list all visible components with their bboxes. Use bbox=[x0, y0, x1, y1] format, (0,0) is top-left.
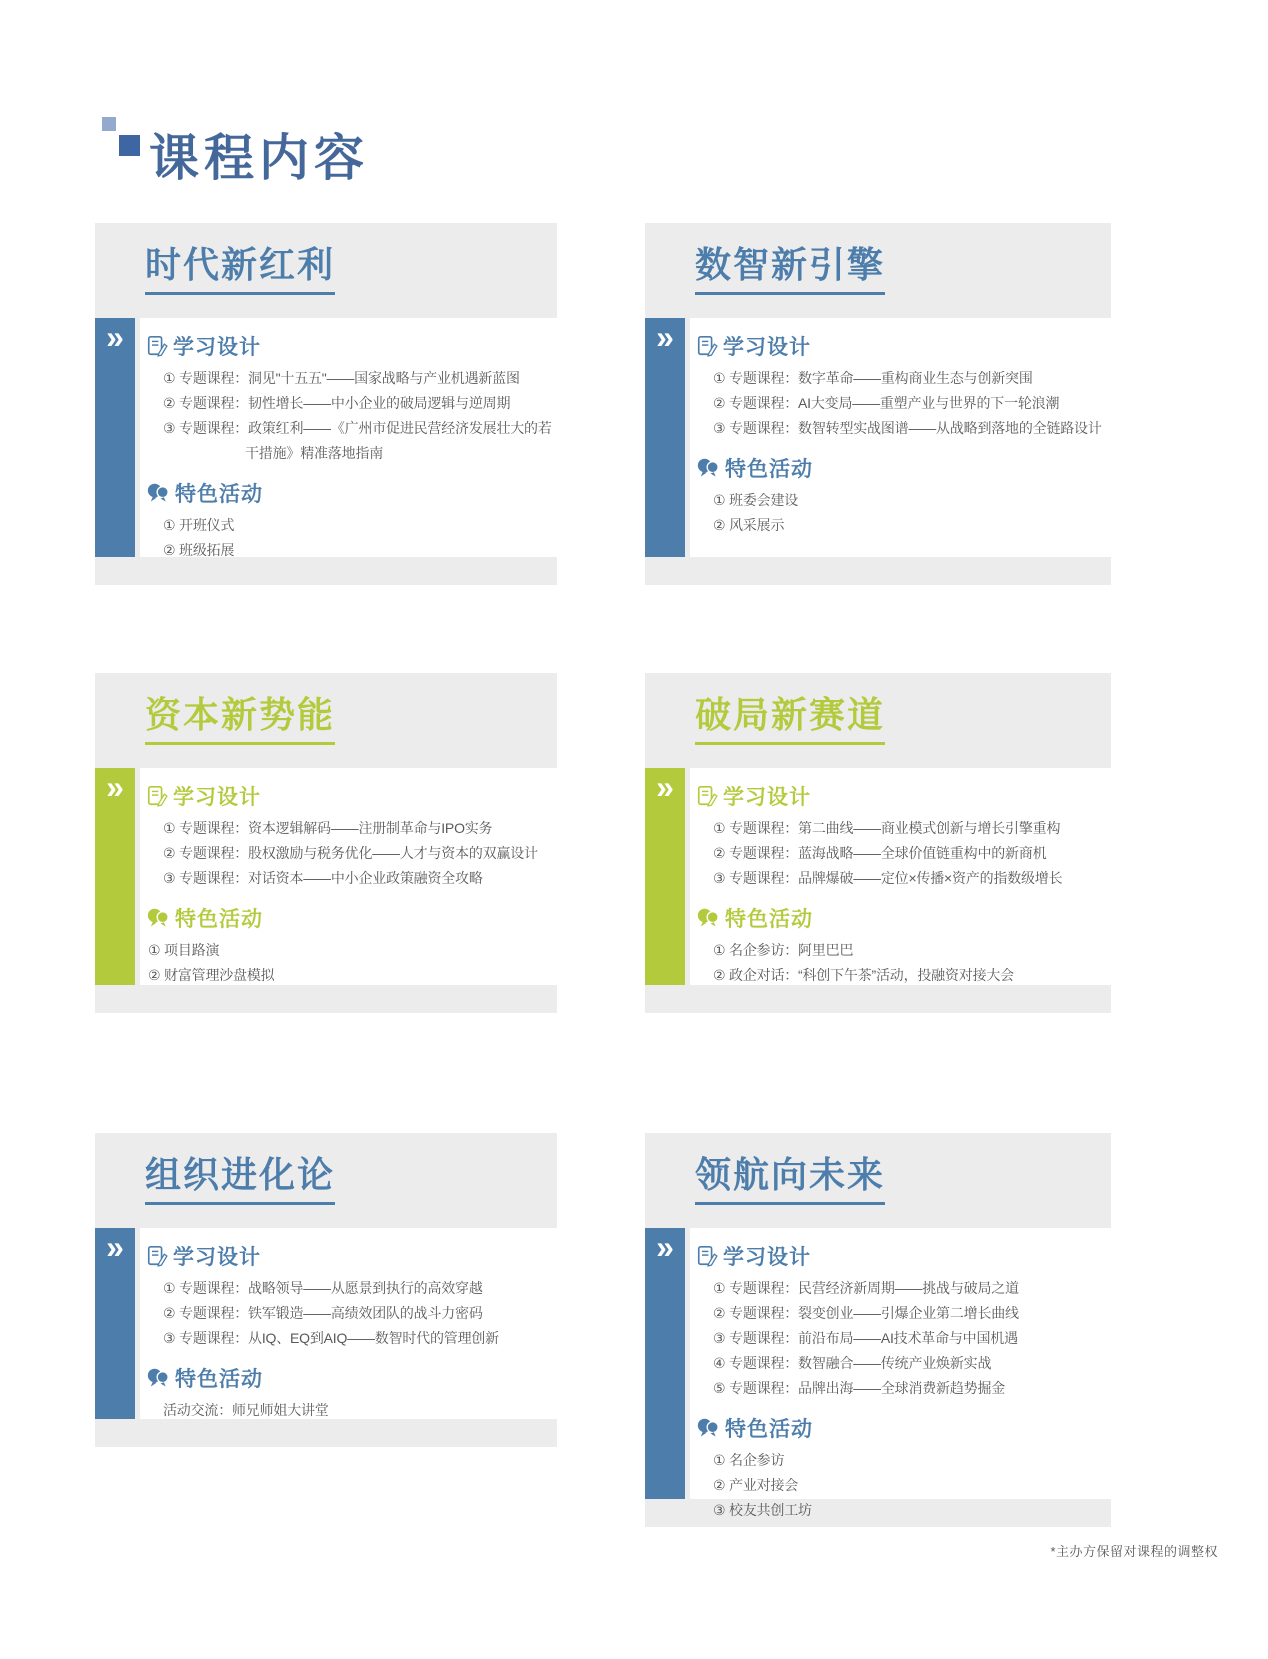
learning-item: ③ 专题课程：从IQ、EQ到AIQ——数智时代的管理创新 bbox=[163, 1330, 499, 1346]
featured-activities-label: 特色活动 bbox=[175, 908, 263, 931]
learning-items bbox=[146, 366, 553, 466]
featured-activities-header bbox=[696, 1413, 1107, 1443]
featured-activities-header bbox=[146, 1363, 553, 1393]
double-chevron-icon: » bbox=[106, 1229, 124, 1265]
card-body bbox=[95, 768, 557, 985]
learning-design-label: 学习设计 bbox=[173, 1246, 261, 1269]
learning-item: ③ 专题课程：数智转型实战图谱——从战略到落地的全链路设计 bbox=[713, 420, 1102, 436]
accent-bar bbox=[645, 318, 685, 557]
notebook-pencil-icon bbox=[696, 785, 718, 807]
learning-item: ② 专题课程：韧性增长——中小企业的破局逻辑与逆周期 bbox=[163, 395, 511, 411]
learning-design-header bbox=[696, 331, 1107, 361]
activity-item: ① 开班仪式 bbox=[163, 517, 235, 533]
activity-items bbox=[696, 1448, 1107, 1523]
activity-item: ① 名企参访 bbox=[713, 1452, 785, 1468]
learning-design-label: 学习设计 bbox=[173, 786, 261, 809]
balloons-icon bbox=[696, 907, 720, 929]
learning-design-header bbox=[696, 781, 1107, 811]
learning-item: ② 专题课程：蓝海战略——全球价值链重构中的新商机 bbox=[713, 845, 1047, 861]
learning-item: ⑤ 专题课程：品牌出海——全球消费新趋势掘金 bbox=[713, 1380, 1006, 1396]
featured-activities-header bbox=[696, 453, 1107, 483]
accent-bar bbox=[95, 1228, 135, 1419]
learning-item: ① 专题课程：第二曲线——商业模式创新与增长引擎重构 bbox=[713, 820, 1061, 836]
card-sail-future bbox=[645, 1133, 1111, 1527]
card-title: 资本新势能 bbox=[145, 694, 335, 745]
learning-design-label: 学习设计 bbox=[723, 786, 811, 809]
featured-activities-header bbox=[146, 478, 553, 508]
card-content bbox=[690, 768, 1111, 985]
learning-design-label: 学习设计 bbox=[723, 336, 811, 359]
card-title: 数智新引擎 bbox=[695, 244, 885, 295]
featured-activities-label: 特色活动 bbox=[175, 1368, 263, 1391]
balloons-icon bbox=[146, 907, 170, 929]
learning-item: ② 专题课程：股权激励与税务优化——人才与资本的双赢设计 bbox=[163, 845, 538, 861]
activity-item: ② 产业对接会 bbox=[713, 1477, 799, 1493]
learning-items bbox=[146, 816, 553, 891]
activity-item: ① 项目路演 bbox=[148, 942, 220, 958]
accent-bar bbox=[95, 768, 135, 985]
learning-item: ④ 专题课程：数智融合——传统产业焕新实战 bbox=[713, 1355, 992, 1371]
learning-item: ③ 专题课程：政策红利——《广州市促进民营经济发展壮大的若干措施》精准落地指南 bbox=[163, 420, 552, 461]
learning-item: ③ 专题课程：品牌爆破——定位×传播×资产的指数级增长 bbox=[713, 870, 1063, 886]
learning-design-label: 学习设计 bbox=[723, 1246, 811, 1269]
learning-item: ① 专题课程：战略领导——从愿景到执行的高效穿越 bbox=[163, 1280, 483, 1296]
card-org-evolution bbox=[95, 1133, 557, 1447]
card-digital-engine bbox=[645, 223, 1111, 585]
activity-item: ② 政企对话：“科创下午茶”活动，投融资对接大会 bbox=[713, 967, 1014, 983]
learning-item: ① 专题课程：数字革命——重构商业生态与创新突围 bbox=[713, 370, 1033, 386]
learning-item: ③ 专题课程：对话资本——中小企业政策融资全攻略 bbox=[163, 870, 483, 886]
card-title: 破局新赛道 bbox=[695, 694, 885, 745]
featured-activities-label: 特色活动 bbox=[725, 458, 813, 481]
balloons-icon bbox=[146, 482, 170, 504]
double-chevron-icon: » bbox=[656, 1229, 674, 1265]
activity-item: ② 班级拓展 bbox=[163, 542, 235, 558]
featured-activities-label: 特色活动 bbox=[175, 483, 263, 506]
learning-item: ③ 专题课程：前沿布局——AI技术革命与中国机遇 bbox=[713, 1330, 1018, 1346]
card-capital-momentum bbox=[95, 673, 557, 1013]
card-new-track bbox=[645, 673, 1111, 1013]
learning-design-header bbox=[146, 1241, 553, 1271]
card-era-dividend bbox=[95, 223, 557, 585]
card-body bbox=[95, 1228, 557, 1419]
activity-items bbox=[146, 1398, 553, 1423]
learning-item: ① 专题课程：洞见"十五五"——国家战略与产业机遇新蓝图 bbox=[163, 370, 520, 386]
notebook-pencil-icon bbox=[146, 1245, 168, 1267]
activity-item: 活动交流：师兄师姐大讲堂 bbox=[163, 1402, 329, 1418]
footnote: *主办方保留对课程的调整权 bbox=[1050, 1544, 1218, 1559]
learning-item: ② 专题课程：AI大变局——重塑产业与世界的下一轮浪潮 bbox=[713, 395, 1060, 411]
activity-item: ② 财富管理沙盘模拟 bbox=[148, 967, 275, 983]
double-chevron-icon: » bbox=[656, 319, 674, 355]
activity-items bbox=[146, 938, 553, 988]
learning-design-header bbox=[696, 1241, 1107, 1271]
balloons-icon bbox=[146, 1367, 170, 1389]
learning-item: ② 专题课程：铁军锻造——高绩效团队的战斗力密码 bbox=[163, 1305, 483, 1321]
deco-square-light-icon bbox=[102, 117, 116, 131]
notebook-pencil-icon bbox=[696, 1245, 718, 1267]
card-title: 时代新红利 bbox=[145, 244, 335, 295]
learning-items bbox=[696, 816, 1107, 891]
balloons-icon bbox=[696, 457, 720, 479]
activity-item: ① 班委会建设 bbox=[713, 492, 799, 508]
learning-item: ① 专题课程：民营经济新周期——挑战与破局之道 bbox=[713, 1280, 1019, 1296]
learning-item: ② 专题课程：裂变创业——引爆企业第二增长曲线 bbox=[713, 1305, 1019, 1321]
card-body bbox=[645, 1228, 1111, 1518]
featured-activities-label: 特色活动 bbox=[725, 908, 813, 931]
card-content bbox=[140, 768, 557, 985]
featured-activities-label: 特色活动 bbox=[725, 1418, 813, 1441]
learning-item: ① 专题课程：资本逻辑解码——注册制革命与IPO实务 bbox=[163, 820, 493, 836]
learning-items bbox=[696, 1276, 1107, 1401]
double-chevron-icon: » bbox=[106, 319, 124, 355]
card-body bbox=[645, 318, 1111, 557]
deco-square-dark-icon bbox=[119, 135, 140, 156]
learning-design-header bbox=[146, 331, 553, 361]
page-title: 课程内容 bbox=[149, 130, 369, 186]
card-content bbox=[690, 318, 1111, 557]
notebook-pencil-icon bbox=[146, 335, 168, 357]
notebook-pencil-icon bbox=[146, 785, 168, 807]
card-content bbox=[140, 1228, 557, 1419]
activity-items bbox=[146, 513, 553, 563]
accent-bar bbox=[645, 1228, 685, 1499]
double-chevron-icon: » bbox=[106, 769, 124, 805]
learning-design-header bbox=[146, 781, 553, 811]
activity-item: ① 名企参访：阿里巴巴 bbox=[713, 942, 854, 958]
activity-item: ② 风采展示 bbox=[713, 517, 785, 533]
notebook-pencil-icon bbox=[696, 335, 718, 357]
activity-items bbox=[696, 488, 1107, 538]
card-content bbox=[140, 318, 557, 557]
accent-bar bbox=[645, 768, 685, 985]
learning-items bbox=[146, 1276, 553, 1351]
accent-bar bbox=[95, 318, 135, 557]
card-body bbox=[95, 318, 557, 557]
learning-design-label: 学习设计 bbox=[173, 336, 261, 359]
learning-items bbox=[696, 366, 1107, 441]
balloons-icon bbox=[696, 1417, 720, 1439]
card-content bbox=[690, 1228, 1111, 1518]
card-title: 组织进化论 bbox=[145, 1154, 335, 1205]
activity-items bbox=[696, 938, 1107, 988]
card-body bbox=[645, 768, 1111, 985]
double-chevron-icon: » bbox=[656, 769, 674, 805]
activity-item: ③ 校友共创工坊 bbox=[713, 1502, 812, 1518]
featured-activities-header bbox=[696, 903, 1107, 933]
featured-activities-header bbox=[146, 903, 553, 933]
card-title: 领航向未来 bbox=[695, 1154, 885, 1205]
